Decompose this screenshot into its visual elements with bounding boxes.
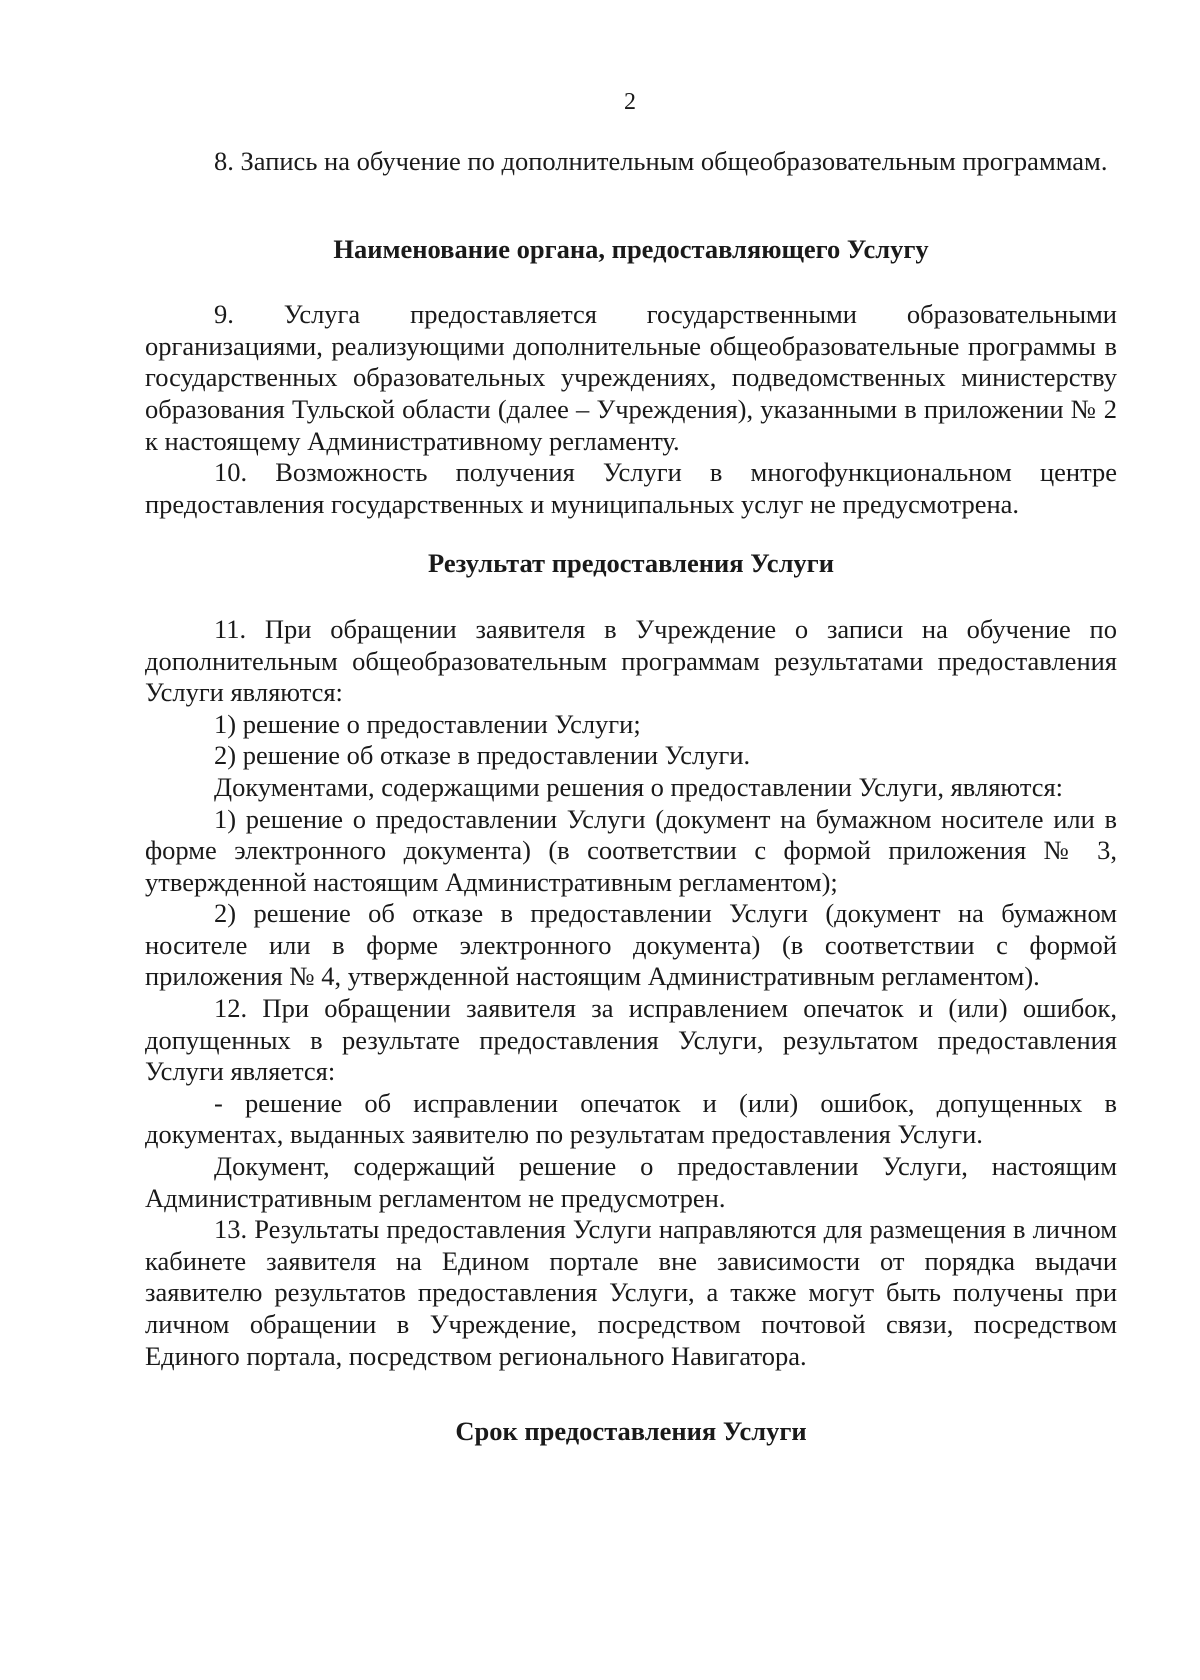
list-item-11-1: 1) решение о предоставлении Услуги; [214,708,641,739]
heading-service-result: Результат предоставления Услуги [428,548,834,579]
list-item-11-2: 2) решение об отказе в предоставлении Услуги. [214,740,751,771]
paragraph-13: 13. Результаты предоставления Услуги направляются для размещения в личном кабинете заявителя на Едином портале вне зависимости от порядка выдачи заявителю результатов предоставления Услуги, а также могут быть получены при личном обращении в Учреждение, посредством почтовой связи, посредством Единого портала, посредством регионального Навигатора. [145,1214,1117,1371]
paragraph-12: 12. При обращении заявителя за исправлением опечаток и (или) ошибок, допущенных в результате предоставления Услуги, результатом предоставления Услуги является: [145,993,1117,1087]
list-item-12: - решение об исправлении опечаток и (или) ошибок, допущенных в документах, выданных заявителю по результатам предоставления Услуги. [145,1087,1117,1150]
document-body [145,146,1117,1448]
heading-service-term: Срок предоставления Услуги [455,1416,807,1447]
paragraph-documents: Документами, содержащими решения о предоставлении Услуги, являются: [214,771,1064,802]
heading-service-provider: Наименование органа, предоставляющего Услугу [333,233,929,264]
paragraph-10: 10. Возможность получения Услуги в многофункциональном центре предоставления государственных и муниципальных услуг не предусмотрена. [145,457,1117,519]
paragraph-document-note: Документ, содержащий решение о предоставлении Услуги, настоящим Административным регламентом не предусмотрен. [145,1151,1117,1213]
list-item-documents-1: 1) решение о предоставлении Услуги (документ на бумажном носителе или в форме электронного документа) (в соответствии с формой приложения № 3, утвержденной настоящим Административным регламентом); [145,803,1117,897]
paragraph-8: 8. Запись на обучение по дополнительным общеобразовательным программам. [214,146,1108,176]
page-number: 2 [624,89,636,115]
paragraph-11: 11. При обращении заявителя в Учреждение о записи на обучение по дополнительным общеобразовательным программам результатами предоставления Услуги являются: [145,613,1117,708]
paragraph-9: 9. Услуга предоставляется государственными образовательными организациями, реализующими дополнительные общеобразовательные программы в государственных образовательных учреждениях, подведомственных министерству образования Тульской области (далее – Учреждения), указанными в приложении № 2 к настоящему Административному регламенту. [145,299,1117,456]
list-item-documents-2: 2) решение об отказе в предоставлении Услуги (документ на бумажном носителе или в форме электронного документа) (в соответствии с формой приложения № 4, утвержденной настоящим Административным регламентом). [145,898,1117,992]
